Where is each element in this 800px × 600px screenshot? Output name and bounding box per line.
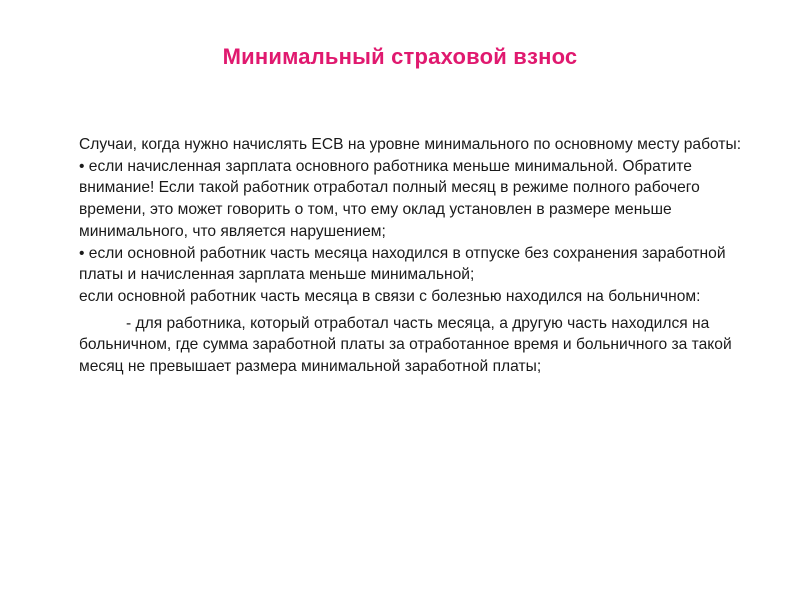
slide-body bbox=[79, 134, 747, 378]
slide-title: Минимальный страховой взнос bbox=[222, 44, 578, 69]
paragraph-bullet-salary: • если начисленная зарплата основного работника меньше минимальной. Обратите внимание! Если такой работник отработал полный месяц в режиме полного рабочего времени, это может говорить о том, что ему оклад установлен в размере меньше минимального, что является нарушением; bbox=[79, 157, 700, 240]
paragraph-sick-leave-detail: - для работника, который отработал часть месяца, а другую часть находился на больничном, где сумма заработной платы за отработанное время и больничного за такой месяц не превышает размера минимальной заработной платы; bbox=[79, 314, 732, 376]
paragraph-sick-leave: если основной работник часть месяца в связи с болезнью находился на больничном: bbox=[79, 287, 701, 305]
paragraph-intro: Случаи, когда нужно начислять ЕСВ на уровне минимального по основному месту работы: bbox=[79, 136, 742, 153]
paragraph-bullet-vacation: • если основной работник часть месяца находился в отпуске без сохранения заработной платы и начисленная зарплата меньше минимальной; bbox=[79, 244, 726, 284]
